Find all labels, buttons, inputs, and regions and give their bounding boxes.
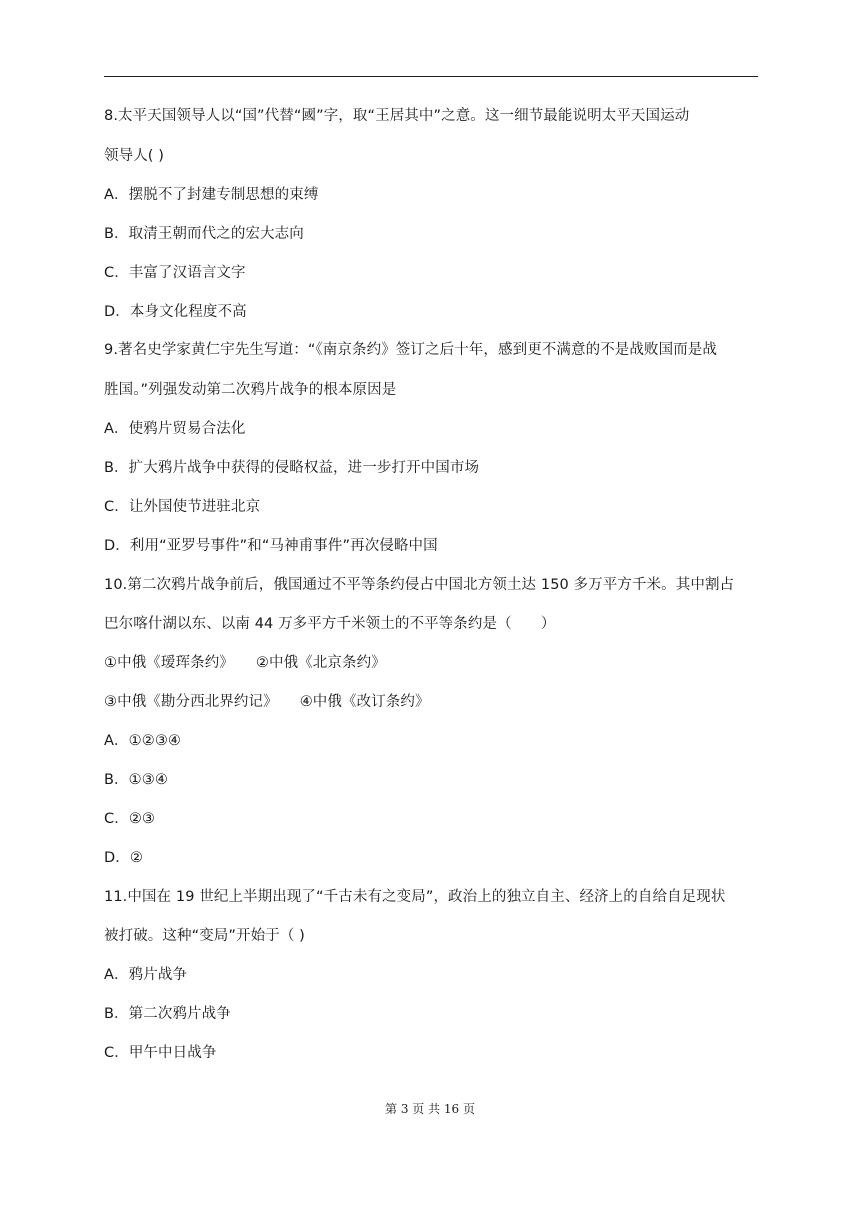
question-9-option-c: C．让外国使节进驻北京 (104, 499, 261, 515)
question-9-option-a: A．使鸦片贸易合法化 (104, 421, 246, 437)
question-10-option-b: B．①③④ (104, 772, 168, 788)
question-11-option-b: B．第二次鸦片战争 (104, 1006, 231, 1022)
question-11-option-a: A．鸦片战争 (104, 967, 188, 983)
question-9-stem-line-2: 胜国。”列强发动第二次鸦片战争的根本原因是 (104, 382, 397, 398)
question-8-stem-line-2: 领导人( ) (104, 148, 165, 164)
question-11-stem-line-2: 被打破。这种“变局”开始于（ ) (104, 928, 305, 944)
header-rule (104, 76, 758, 77)
question-10-option-d: D．② (104, 850, 143, 866)
question-10-option-c: C．②③ (104, 811, 156, 827)
question-9-stem-line-1: 9.著名史学家黄仁宇先生写道：“《南京条约》签订之后十年，感到更不满意的不是战败国而是战 (104, 342, 717, 358)
question-10-item-3: ③中俄《勘分西北界约记》 (104, 694, 278, 710)
question-8-stem-line-1: 8.太平天国领导人以“国”代替“國”字，取“王居其中”之意。这一细节最能说明太平天国运动 (104, 108, 690, 124)
question-10-item-4: ④中俄《改订条约》 (299, 694, 430, 710)
question-10-item-1: ①中俄《瑷珲条约》 (104, 655, 234, 671)
question-10-items-row-2 (104, 692, 430, 712)
question-9-option-b: B．扩大鸦片战争中获得的侵略权益，进一步打开中国市场 (104, 460, 480, 476)
question-10-item-2: ②中俄《北京条约》 (255, 655, 386, 671)
question-11-stem-line-1: 11.中国在 19 世纪上半期出现了“千古未有之变局”，政治上的独立自主、经济上的自给自足现状 (104, 889, 726, 905)
question-9-option-d: D．利用“亚罗号事件”和“马神甫事件”再次侵略中国 (104, 538, 438, 554)
question-8-option-a: A．摆脱不了封建专制思想的束缚 (104, 187, 319, 203)
question-10-items-row-1 (104, 653, 386, 673)
question-10-stem-line-1: 10.第二次鸦片战争前后，俄国通过不平等条约侵占中国北方领土达 150 多万平方千米。其中割占 (104, 577, 735, 593)
page-footer: 第 3 页 共 16 页 (385, 1102, 475, 1116)
question-8-option-d: D．本身文化程度不高 (104, 304, 247, 320)
question-11-option-c: C．甲午中日战争 (104, 1045, 217, 1061)
question-10-stem-line-2: 巴尔喀什湖以东、以南 44 万多平方千米领土的不平等条约是（ ） (104, 616, 556, 632)
question-10-option-a: A．①②③④ (104, 733, 182, 749)
question-8-option-b: B．取清王朝而代之的宏大志向 (104, 226, 304, 242)
question-8-option-c: C．丰富了汉语言文字 (104, 265, 246, 281)
